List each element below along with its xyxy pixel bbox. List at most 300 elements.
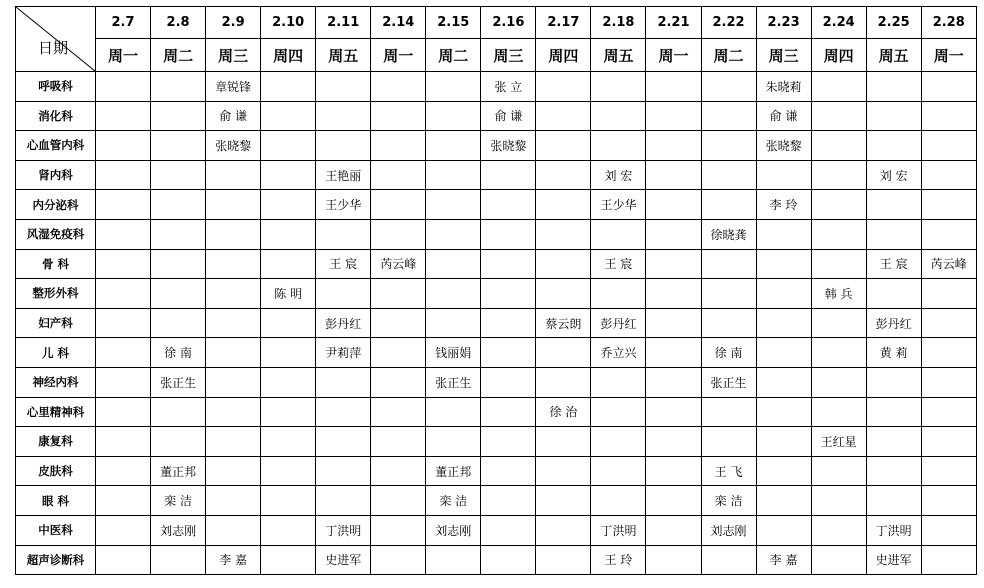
- doctor-cell: [261, 427, 316, 457]
- doctor-cell: [646, 160, 701, 190]
- doctor-cell: 张正生: [701, 367, 756, 397]
- doctor-cell: [371, 131, 426, 161]
- doctor-cell: 尹莉萍: [316, 338, 371, 368]
- doctor-cell: [426, 160, 481, 190]
- doctor-cell: [646, 338, 701, 368]
- doctor-cell: [206, 249, 261, 279]
- doctor-cell: [646, 486, 701, 516]
- doctor-cell: [481, 397, 536, 427]
- date-cell: 2.21: [646, 7, 701, 39]
- doctor-cell: [646, 456, 701, 486]
- weekday-cell: 周三: [206, 39, 261, 72]
- doctor-cell: [921, 545, 976, 575]
- doctor-cell: [316, 397, 371, 427]
- doctor-cell: [536, 101, 591, 131]
- doctor-cell: [261, 219, 316, 249]
- doctor-cell: [536, 515, 591, 545]
- doctor-cell: [646, 515, 701, 545]
- doctor-cell: [921, 486, 976, 516]
- doctor-cell: [646, 72, 701, 102]
- doctor-cell: [536, 72, 591, 102]
- doctor-cell: [866, 279, 921, 309]
- doctor-cell: [96, 160, 151, 190]
- doctor-cell: [591, 279, 646, 309]
- department-name: 风湿免疫科: [16, 219, 96, 249]
- doctor-cell: [811, 160, 866, 190]
- doctor-cell: [811, 131, 866, 161]
- weekday-cell: 周二: [151, 39, 206, 72]
- doctor-cell: [426, 397, 481, 427]
- doctor-cell: 王 宸: [316, 249, 371, 279]
- doctor-cell: [811, 308, 866, 338]
- date-cell: 2.22: [701, 7, 756, 39]
- department-row: [16, 101, 977, 131]
- department-name: 心血管内科: [16, 131, 96, 161]
- date-cell: 2.18: [591, 7, 646, 39]
- date-cell: 2.16: [481, 7, 536, 39]
- department-row: [16, 545, 977, 575]
- doctor-cell: 王 飞: [701, 456, 756, 486]
- doctor-cell: [756, 456, 811, 486]
- doctor-cell: [371, 101, 426, 131]
- doctor-cell: 彭丹红: [591, 308, 646, 338]
- doctor-cell: [646, 397, 701, 427]
- doctor-cell: [371, 308, 426, 338]
- doctor-cell: [261, 160, 316, 190]
- doctor-cell: [151, 190, 206, 220]
- doctor-cell: 李 玲: [756, 190, 811, 220]
- doctor-cell: [151, 279, 206, 309]
- doctor-cell: [646, 249, 701, 279]
- weekday-cell: 周四: [811, 39, 866, 72]
- department-row: [16, 338, 977, 368]
- doctor-cell: [921, 219, 976, 249]
- doctor-cell: [701, 101, 756, 131]
- doctor-cell: [591, 486, 646, 516]
- department-row: [16, 427, 977, 457]
- doctor-cell: [96, 219, 151, 249]
- doctor-cell: [426, 308, 481, 338]
- doctor-cell: 张正生: [151, 367, 206, 397]
- doctor-cell: [701, 427, 756, 457]
- doctor-cell: [811, 101, 866, 131]
- doctor-cell: [151, 545, 206, 575]
- doctor-cell: 丁洪明: [316, 515, 371, 545]
- department-name: 皮肤科: [16, 456, 96, 486]
- doctor-cell: [151, 427, 206, 457]
- date-cell: 2.24: [811, 7, 866, 39]
- doctor-cell: [811, 249, 866, 279]
- doctor-cell: 芮云峰: [371, 249, 426, 279]
- corner-header-cell: [16, 7, 96, 72]
- doctor-cell: [866, 486, 921, 516]
- doctor-cell: [316, 486, 371, 516]
- department-name: 神经内科: [16, 367, 96, 397]
- doctor-cell: [96, 279, 151, 309]
- doctor-cell: 徐 南: [701, 338, 756, 368]
- department-name: 妇产科: [16, 308, 96, 338]
- doctor-cell: 朱晓莉: [756, 72, 811, 102]
- doctor-cell: 张正生: [426, 367, 481, 397]
- date-cell: 2.23: [756, 7, 811, 39]
- doctor-cell: 李 嘉: [206, 545, 261, 575]
- doctor-cell: [206, 279, 261, 309]
- doctor-cell: [481, 515, 536, 545]
- doctor-cell: [371, 338, 426, 368]
- doctor-cell: [426, 131, 481, 161]
- doctor-cell: [921, 456, 976, 486]
- doctor-cell: 俞 谦: [756, 101, 811, 131]
- doctor-cell: [701, 397, 756, 427]
- doctor-cell: [316, 219, 371, 249]
- doctor-cell: 王 宸: [866, 249, 921, 279]
- doctor-cell: [591, 367, 646, 397]
- date-cell: 2.17: [536, 7, 591, 39]
- doctor-cell: [756, 486, 811, 516]
- doctor-cell: [536, 279, 591, 309]
- doctor-cell: [261, 338, 316, 368]
- doctor-cell: [921, 72, 976, 102]
- department-row: [16, 486, 977, 516]
- doctor-cell: [316, 101, 371, 131]
- doctor-cell: [591, 131, 646, 161]
- doctor-cell: [646, 367, 701, 397]
- doctor-cell: [701, 190, 756, 220]
- department-name: 康复科: [16, 427, 96, 457]
- doctor-cell: [316, 427, 371, 457]
- doctor-cell: 乔立兴: [591, 338, 646, 368]
- doctor-cell: [646, 101, 701, 131]
- doctor-cell: [921, 515, 976, 545]
- doctor-cell: 彭丹红: [316, 308, 371, 338]
- doctor-cell: 王 玲: [591, 545, 646, 575]
- doctor-cell: 刘 宏: [866, 160, 921, 190]
- doctor-cell: [426, 545, 481, 575]
- doctor-cell: [426, 249, 481, 279]
- doctor-cell: [921, 190, 976, 220]
- doctor-cell: [481, 545, 536, 575]
- doctor-cell: [481, 308, 536, 338]
- doctor-cell: [371, 279, 426, 309]
- department-row: [16, 279, 977, 309]
- doctor-cell: [756, 397, 811, 427]
- doctor-cell: [921, 101, 976, 131]
- doctor-cell: [261, 101, 316, 131]
- department-name: 内分泌科: [16, 190, 96, 220]
- doctor-cell: [481, 367, 536, 397]
- doctor-cell: [316, 367, 371, 397]
- doctor-cell: [96, 101, 151, 131]
- doctor-cell: [206, 486, 261, 516]
- doctor-cell: [96, 456, 151, 486]
- doctor-cell: 蔡云朗: [536, 308, 591, 338]
- weekday-cell: 周一: [646, 39, 701, 72]
- doctor-cell: 董正邦: [151, 456, 206, 486]
- date-cell: 2.7: [96, 7, 151, 39]
- doctor-cell: 刘 宏: [591, 160, 646, 190]
- doctor-cell: [96, 486, 151, 516]
- doctor-cell: [921, 427, 976, 457]
- doctor-cell: [591, 72, 646, 102]
- doctor-cell: [316, 131, 371, 161]
- doctor-cell: 栾 洁: [151, 486, 206, 516]
- doctor-cell: 史进军: [866, 545, 921, 575]
- doctor-cell: [646, 308, 701, 338]
- department-row: [16, 397, 977, 427]
- doctor-cell: [646, 131, 701, 161]
- doctor-cell: [536, 190, 591, 220]
- department-row: [16, 72, 977, 102]
- doctor-cell: [96, 308, 151, 338]
- department-row: [16, 131, 977, 161]
- doctor-cell: [261, 397, 316, 427]
- doctor-cell: [811, 397, 866, 427]
- doctor-cell: [591, 219, 646, 249]
- doctor-cell: [921, 397, 976, 427]
- department-name: 心里精神科: [16, 397, 96, 427]
- doctor-cell: 刘志刚: [701, 515, 756, 545]
- doctor-cell: [96, 545, 151, 575]
- doctor-cell: [866, 456, 921, 486]
- doctor-cell: 韩 兵: [811, 279, 866, 309]
- doctor-cell: [481, 486, 536, 516]
- doctor-cell: 丁洪明: [866, 515, 921, 545]
- doctor-cell: [151, 131, 206, 161]
- doctor-cell: [481, 219, 536, 249]
- weekday-cell: 周一: [96, 39, 151, 72]
- date-cell: 2.14: [371, 7, 426, 39]
- doctor-cell: [536, 486, 591, 516]
- doctor-cell: [96, 338, 151, 368]
- doctor-cell: [426, 279, 481, 309]
- doctor-cell: [591, 101, 646, 131]
- doctor-cell: [316, 279, 371, 309]
- doctor-cell: [921, 279, 976, 309]
- doctor-cell: 章锐锋: [206, 72, 261, 102]
- doctor-cell: [646, 190, 701, 220]
- doctor-cell: [151, 397, 206, 427]
- doctor-cell: [921, 367, 976, 397]
- weekday-cell: 周三: [481, 39, 536, 72]
- doctor-cell: [481, 338, 536, 368]
- weekday-cell: 周三: [756, 39, 811, 72]
- doctor-cell: [811, 515, 866, 545]
- doctor-cell: [96, 249, 151, 279]
- date-cell: 2.11: [316, 7, 371, 39]
- department-row: [16, 219, 977, 249]
- doctor-cell: [426, 72, 481, 102]
- doctor-cell: [261, 456, 316, 486]
- doctor-cell: [151, 101, 206, 131]
- doctor-cell: [96, 190, 151, 220]
- doctor-cell: [536, 427, 591, 457]
- doctor-cell: [701, 131, 756, 161]
- doctor-cell: [921, 308, 976, 338]
- doctor-cell: 俞 谦: [206, 101, 261, 131]
- doctor-cell: [756, 367, 811, 397]
- department-name: 眼 科: [16, 486, 96, 516]
- weekday-cell: 周二: [701, 39, 756, 72]
- department-name: 儿 科: [16, 338, 96, 368]
- doctor-cell: [811, 486, 866, 516]
- doctor-cell: [591, 427, 646, 457]
- weekday-cell: 周四: [261, 39, 316, 72]
- doctor-cell: [96, 515, 151, 545]
- doctor-cell: 栾 洁: [701, 486, 756, 516]
- doctor-cell: 张 立: [481, 72, 536, 102]
- department-name: 中医科: [16, 515, 96, 545]
- doctor-cell: [151, 160, 206, 190]
- doctor-cell: [866, 427, 921, 457]
- department-name: 骨 科: [16, 249, 96, 279]
- doctor-cell: [701, 249, 756, 279]
- doctor-cell: [756, 515, 811, 545]
- doctor-cell: [371, 190, 426, 220]
- doctor-cell: [151, 308, 206, 338]
- doctor-cell: [206, 397, 261, 427]
- weekday-cell: 周五: [316, 39, 371, 72]
- doctor-cell: [481, 190, 536, 220]
- doctor-cell: 彭丹红: [866, 308, 921, 338]
- doctor-cell: [371, 160, 426, 190]
- doctor-cell: [866, 397, 921, 427]
- weekday-header-row: [16, 39, 977, 72]
- doctor-cell: [481, 456, 536, 486]
- doctor-cell: [756, 160, 811, 190]
- date-cell: 2.9: [206, 7, 261, 39]
- doctor-cell: [536, 219, 591, 249]
- doctor-cell: [646, 279, 701, 309]
- doctor-cell: 刘志刚: [426, 515, 481, 545]
- schedule-table: [15, 6, 977, 575]
- doctor-cell: [811, 456, 866, 486]
- doctor-cell: [756, 279, 811, 309]
- doctor-cell: 王红星: [811, 427, 866, 457]
- doctor-cell: [811, 367, 866, 397]
- department-row: [16, 367, 977, 397]
- doctor-cell: 王 宸: [591, 249, 646, 279]
- doctor-cell: [866, 219, 921, 249]
- department-row: [16, 308, 977, 338]
- department-row: [16, 190, 977, 220]
- doctor-cell: 黄 莉: [866, 338, 921, 368]
- doctor-cell: [921, 131, 976, 161]
- doctor-cell: 张晓黎: [206, 131, 261, 161]
- doctor-cell: [206, 515, 261, 545]
- doctor-cell: [371, 515, 426, 545]
- department-name: 消化科: [16, 101, 96, 131]
- doctor-cell: [536, 545, 591, 575]
- doctor-cell: [261, 545, 316, 575]
- doctor-cell: [261, 131, 316, 161]
- doctor-cell: [206, 190, 261, 220]
- doctor-cell: [866, 367, 921, 397]
- doctor-cell: [866, 72, 921, 102]
- doctor-cell: [371, 427, 426, 457]
- doctor-cell: [701, 279, 756, 309]
- doctor-cell: [261, 72, 316, 102]
- doctor-cell: [646, 219, 701, 249]
- doctor-cell: [96, 131, 151, 161]
- date-header-row: [16, 7, 977, 39]
- doctor-cell: [811, 545, 866, 575]
- doctor-cell: [536, 131, 591, 161]
- doctor-cell: 栾 洁: [426, 486, 481, 516]
- date-cell: 2.15: [426, 7, 481, 39]
- doctor-cell: [811, 190, 866, 220]
- doctor-cell: [371, 219, 426, 249]
- doctor-cell: [921, 338, 976, 368]
- doctor-cell: [426, 427, 481, 457]
- doctor-cell: [261, 515, 316, 545]
- doctor-cell: [261, 249, 316, 279]
- department-name: 超声诊断科: [16, 545, 96, 575]
- weekday-cell: 周四: [536, 39, 591, 72]
- doctor-cell: [316, 456, 371, 486]
- doctor-cell: [756, 308, 811, 338]
- doctor-cell: [811, 219, 866, 249]
- doctor-cell: [261, 367, 316, 397]
- doctor-cell: [96, 72, 151, 102]
- doctor-cell: 史进军: [316, 545, 371, 575]
- doctor-cell: 钱丽娟: [426, 338, 481, 368]
- doctor-cell: [151, 72, 206, 102]
- doctor-cell: [206, 219, 261, 249]
- doctor-cell: 王少华: [316, 190, 371, 220]
- doctor-cell: 张晓黎: [481, 131, 536, 161]
- weekday-cell: 周五: [591, 39, 646, 72]
- doctor-cell: [701, 160, 756, 190]
- doctor-cell: [426, 219, 481, 249]
- department-name: 呼吸科: [16, 72, 96, 102]
- corner-label: 日期: [38, 39, 69, 57]
- doctor-cell: [371, 367, 426, 397]
- doctor-cell: [371, 545, 426, 575]
- doctor-cell: [96, 397, 151, 427]
- doctor-cell: [701, 72, 756, 102]
- weekday-cell: 周一: [371, 39, 426, 72]
- doctor-cell: [591, 456, 646, 486]
- doctor-cell: 徐晓龚: [701, 219, 756, 249]
- doctor-cell: [151, 219, 206, 249]
- doctor-cell: [261, 190, 316, 220]
- doctor-cell: [206, 367, 261, 397]
- department-name: 肾内科: [16, 160, 96, 190]
- department-row: [16, 249, 977, 279]
- doctor-cell: [536, 456, 591, 486]
- doctor-cell: [921, 160, 976, 190]
- doctor-cell: 徐 治: [536, 397, 591, 427]
- doctor-cell: [96, 427, 151, 457]
- doctor-cell: [701, 545, 756, 575]
- doctor-cell: 刘志刚: [151, 515, 206, 545]
- date-cell: 2.10: [261, 7, 316, 39]
- date-cell: 2.8: [151, 7, 206, 39]
- doctor-cell: [756, 219, 811, 249]
- doctor-cell: [371, 72, 426, 102]
- department-row: [16, 456, 977, 486]
- doctor-cell: [481, 160, 536, 190]
- doctor-cell: 芮云峰: [921, 249, 976, 279]
- doctor-cell: [756, 249, 811, 279]
- doctor-cell: 李 嘉: [756, 545, 811, 575]
- doctor-cell: 陈 明: [261, 279, 316, 309]
- doctor-cell: [426, 190, 481, 220]
- doctor-cell: 王艳丽: [316, 160, 371, 190]
- weekday-cell: 周二: [426, 39, 481, 72]
- doctor-cell: 张晓黎: [756, 131, 811, 161]
- doctor-cell: [646, 545, 701, 575]
